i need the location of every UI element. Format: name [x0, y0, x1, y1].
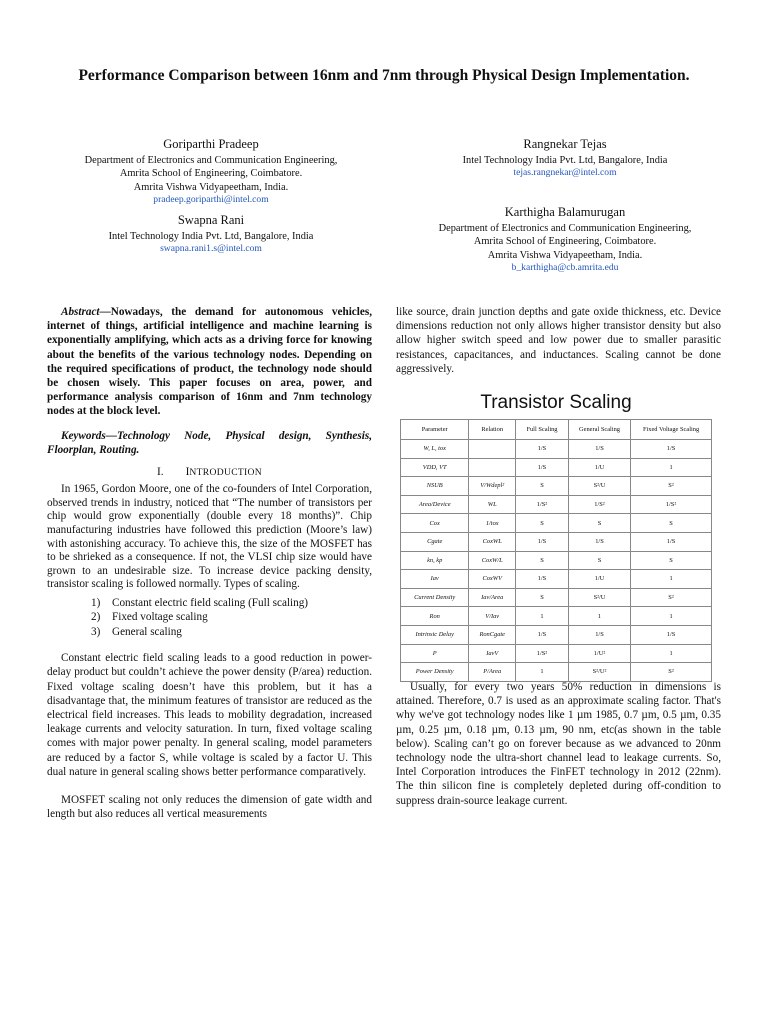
author-email[interactable]: pradeep.goriparthi@intel.com	[153, 194, 269, 206]
table-row	[401, 458, 712, 477]
table-cell: Ron	[401, 607, 469, 626]
table-cell: S²	[631, 588, 712, 607]
table-cell: 1/S	[516, 440, 569, 459]
section-number: I.	[156, 466, 164, 479]
table-cell: V/Wdepl²	[469, 477, 516, 496]
abstract-label: Abstract	[61, 306, 100, 318]
table-row	[401, 551, 712, 570]
table-row	[401, 663, 712, 682]
table-cell: kn, kp	[401, 551, 469, 570]
table-cell: 1/S	[568, 532, 630, 551]
scaling-types-list	[91, 596, 372, 639]
author-affiliation: Department of Electronics and Communication Engineering,	[84, 155, 338, 166]
table-cell: 1/S	[516, 532, 569, 551]
table-row	[401, 495, 712, 514]
table-cell: 1/U	[568, 570, 630, 589]
table-cell: 1	[516, 663, 569, 682]
table-header-cell: Relation	[469, 420, 516, 440]
table-row	[401, 532, 712, 551]
table-cell: V/Iav	[469, 607, 516, 626]
table-cell: 1/S	[631, 625, 712, 644]
table-cell: S	[516, 551, 569, 570]
abstract	[47, 305, 372, 419]
table-row	[401, 477, 712, 496]
author-affiliation: Intel Technology India Pvt. Ltd, Bangalore, India	[108, 231, 314, 242]
table-cell: VDD, VT	[401, 458, 469, 477]
author-name: Karthigha Balamurugan	[504, 205, 626, 219]
table-row	[401, 588, 712, 607]
left-column	[47, 305, 372, 821]
author-email[interactable]: swapna.rani1.s@intel.com	[160, 243, 262, 255]
author-affiliation: Amrita School of Engineering, Coimbatore.	[473, 236, 657, 248]
table-cell: Area/Device	[401, 495, 469, 514]
author-affiliation: Amrita Vishwa Vidyapeetham, India.	[133, 181, 289, 193]
table-cell: 1/S²	[516, 495, 569, 514]
table-cell	[469, 440, 516, 459]
table-cell: 1/S	[568, 625, 630, 644]
table-cell: S²/U	[568, 477, 630, 496]
table-cell: S²	[631, 663, 712, 682]
abstract-text: —Nowadays, the demand for autonomous vehicles, internet of things, artificial intelligence and machine learning is exponentially amplifying, which acts as a driving force for knowing about the benefits of the various technology nodes. Depending on the required specifications of product, the technology node should be chosen wisely. This paper focuses on area, power, and performance analysis comparison of 16nm and 7nm technology nodes at the block level.	[47, 306, 372, 418]
table-cell: 1	[631, 570, 712, 589]
table-cell: CoxWV	[469, 570, 516, 589]
table-header-cell: Fixed Voltage Scaling	[631, 420, 712, 440]
table-cell: S²/U²	[568, 663, 630, 682]
table-cell: 1/S²	[631, 495, 712, 514]
table-header-cell: Full Scaling	[516, 420, 569, 440]
section-title-initial: I	[185, 466, 190, 479]
author-block-4	[400, 204, 730, 274]
table-cell: Intrinsic Delay	[401, 625, 469, 644]
right-paragraph-2: Usually, for every two years 50% reduction in dimensions is attained. Therefore, 0.7 is used as an approximate scaling factor. That's why we've got technology nodes like 1 µm 1985, 0.7 µm, 0.5 µm, 0.35 µm, 0.25 µm, 0.18 µm, 0.13 µm, 90 nm, etc(as shown in the table below). Scaling can’t go on forever because as we advanced to 20nm technology node the ultra-short channel lead to leakage currents. So, Intel Corporation introduces the FinFET technology in 2012 (22nm). The thin silicon fine is completely depleted during off-condition to suppress drain-source leakage current.	[396, 681, 721, 807]
table-cell	[469, 458, 516, 477]
author-affiliation: Department of Electronics and Communication Engineering,	[438, 223, 692, 234]
author-name: Rangnekar Tejas	[523, 137, 607, 151]
table-cell: Cox	[401, 514, 469, 533]
table-cell: W, L, tox	[401, 440, 469, 459]
table-cell: CoxW/L	[469, 551, 516, 570]
list-item: 1) Constant electric field scaling (Full scaling)	[91, 596, 309, 609]
table-row	[401, 644, 712, 663]
figure-title: Transistor Scaling	[480, 392, 632, 413]
table-cell: S	[631, 514, 712, 533]
table-cell: RonCgate	[469, 625, 516, 644]
table-cell: Iav	[401, 570, 469, 589]
table-cell: S	[631, 551, 712, 570]
scaling-paragraph: Constant electric field scaling leads to a good reduction in power-delay product but couldn’t achieve the power density (P/area) reduction. Fixed voltage scaling doesn’t have this problem, but it has a disadvantage that, the minimum features of transistor are reduced as the electrical field increases. This leads to mobility degradation, increased leakage currents and velocity saturation. In turn, fixed voltage scaling comes with major power penalty. In general scaling, model parameters are reduced by a factor S, while voltage is scaled by a factor U. This dual nature in general scaling shows better performance comparatively.	[47, 652, 372, 778]
list-item: 3) General scaling	[91, 625, 182, 638]
author-block-1	[46, 136, 376, 206]
table-cell: CoxWL	[469, 532, 516, 551]
table-row	[401, 607, 712, 626]
table-cell: S	[516, 588, 569, 607]
table-cell: 1/S²	[568, 495, 630, 514]
mosfet-paragraph: MOSFET scaling not only reduces the dimension of gate width and length but also reduces all vertical measurements	[47, 794, 372, 821]
scaling-table	[400, 419, 712, 682]
table-cell: 1/S	[631, 532, 712, 551]
table-row	[401, 440, 712, 459]
table-cell: WL	[469, 495, 516, 514]
table-cell: S²	[631, 477, 712, 496]
table-cell: P	[401, 644, 469, 663]
table-cell: Power Density	[401, 663, 469, 682]
table-cell: 1/S²	[516, 644, 569, 663]
keywords	[47, 429, 372, 457]
table-cell: 1/U	[568, 458, 630, 477]
author-affiliation: Amrita School of Engineering, Coimbatore.	[119, 168, 303, 180]
section-heading	[47, 465, 372, 480]
table-cell: 1	[631, 458, 712, 477]
table-cell: 1/S	[568, 440, 630, 459]
table-cell: 1	[631, 644, 712, 663]
author-name: Goriparthi Pradeep	[163, 137, 259, 151]
author-affiliation: Intel Technology India Pvt. Ltd, Bangalore, India	[462, 155, 668, 166]
table-cell: 1/S	[516, 458, 569, 477]
keywords-label: Keywords—	[61, 429, 117, 442]
author-affiliation: Amrita Vishwa Vidyapeetham, India.	[487, 249, 643, 261]
right-column-bottom	[396, 680, 721, 808]
table-cell: 1	[516, 607, 569, 626]
table-cell: Iav/Area	[469, 588, 516, 607]
author-email[interactable]: b_karthigha@cb.amrita.edu	[511, 262, 619, 274]
paper-title: Performance Comparison between 16nm and 7nm through Physical Design Implementation.	[78, 67, 690, 84]
author-name: Swapna Rani	[177, 213, 245, 227]
table-cell: Current Density	[401, 588, 469, 607]
table-row	[401, 514, 712, 533]
author-block-3	[46, 212, 376, 255]
table-cell: S²/U	[568, 588, 630, 607]
table-cell: S	[516, 514, 569, 533]
table-cell: 1/U²	[568, 644, 630, 663]
table-cell: IavV	[469, 644, 516, 663]
table-cell: P/Area	[469, 663, 516, 682]
author-block-2	[400, 136, 730, 179]
table-cell: 1/S	[516, 570, 569, 589]
table-cell: Cgate	[401, 532, 469, 551]
keywords-text: Technology Node, Physical design, Synthesis, Floorplan, Routing.	[47, 429, 372, 456]
table-header-cell: General Scaling	[568, 420, 630, 440]
table-cell: S	[568, 514, 630, 533]
table-row	[401, 625, 712, 644]
table-header-row	[401, 420, 712, 440]
table-cell: S	[516, 477, 569, 496]
transistor-scaling-figure	[396, 391, 716, 676]
table-cell: 1/S	[631, 440, 712, 459]
table-cell: 1	[568, 607, 630, 626]
intro-paragraph: In 1965, Gordon Moore, one of the co-founders of Intel Corporation, observed trends in industry, noticed that “The number of transistors per chip would grow exponentially (double every 18 months)”. Chip manufacturing industries have followed this prediction (Moore’s law) with astonishing accuracy. To achieve this, the size of the MOSFET has to be shrieked as a consequence. If not, the VLSI chip size would have grown to an undesirable size. To increase device packing density, transistor scaling is followed normally. Types of scaling.	[47, 483, 372, 591]
table-cell: 1/S	[516, 625, 569, 644]
right-paragraph-1: like source, drain junction depths and gate oxide thickness, etc. Device dimensions reduction not only allows higher transistor density but also allow higher switch speed and low power due to smaller parasitic resistances, capacitances, and inductances. Scaling cannot be done aggressively.	[396, 306, 721, 375]
list-item: 2) Fixed voltage scaling	[91, 611, 208, 624]
table-cell: 1/tox	[469, 514, 516, 533]
author-email[interactable]: tejas.rangnekar@intel.com	[513, 167, 617, 179]
table-cell: 1	[631, 607, 712, 626]
table-cell: S	[568, 551, 630, 570]
right-column-top	[396, 305, 721, 376]
table-header-cell: Parameter	[401, 420, 469, 440]
table-row	[401, 570, 712, 589]
section-title-rest: NTRODUCTION	[189, 467, 263, 479]
table-cell: NSUB	[401, 477, 469, 496]
